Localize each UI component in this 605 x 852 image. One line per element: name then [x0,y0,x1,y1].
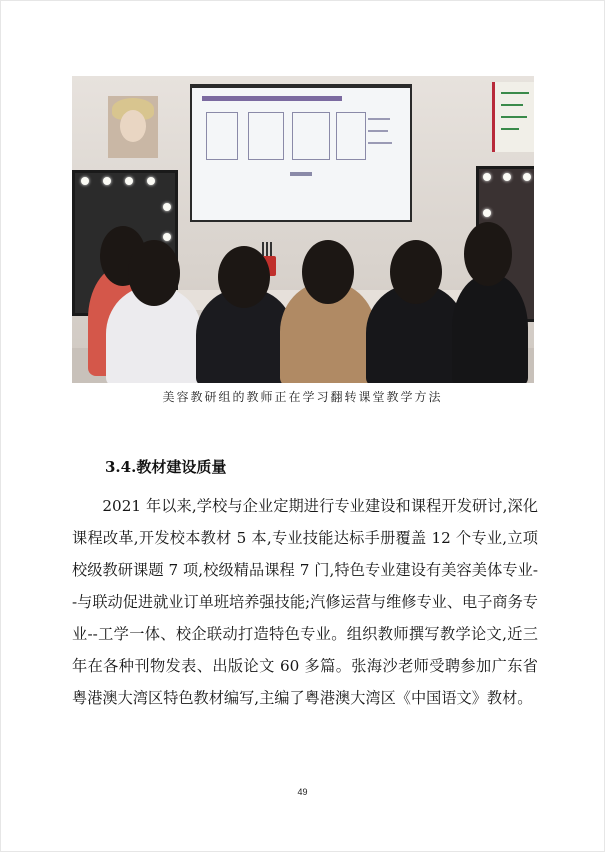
teacher-head [302,240,354,304]
slide-title-bar [202,96,342,101]
projector-screen [190,84,412,222]
poster-line [501,128,519,130]
teacher-head [128,240,180,306]
teacher-head [218,246,270,308]
mirror-bulb [483,209,491,217]
slide-box [248,112,284,160]
teacher-dark-top [452,274,528,383]
slide-line [368,118,390,120]
slide-caption [290,172,312,176]
section-heading: 3.4.教材建设质量 [105,458,227,476]
body-paragraph: 2021 年以来,学校与企业定期进行专业建设和课程开发研讨,深化课程改革,开发校本教材 5 本,专业技能达标手册覆盖 12 个专业,立项校级教研课题 7 项,校级精品课程 7 门,特色专业建设有美容美体专业--与联动促进就业订单班培养强技能;汽修运营与维修专业、电子商务专业--工学一体、校企联动打造特色专业。组织教师撰写教学论文,近三年在各种刊物发表、出版论文 60 多篇。张海沙老师受聘参加广东省粤港澳大湾区特色教材编写,主编了粤港澳大湾区《中国语文》教材。 [72,497,538,707]
poster-line [501,92,529,94]
mirror-bulb [163,233,171,241]
mirror-bulb [81,177,89,185]
mirror-bulb [523,173,531,181]
poster-face [120,110,146,142]
poster-line [501,116,527,118]
teacher-head [390,240,442,304]
classroom-photo [72,76,534,383]
slide-box [292,112,330,160]
wall-chart-poster [492,82,534,152]
mirror-bulb [163,203,171,211]
mirror-bulb [103,177,111,185]
hairstyle-poster [108,96,158,158]
slide-line [368,130,388,132]
slide-line [368,142,392,144]
page-number: 49 [297,787,308,797]
mirror-bulb [483,173,491,181]
mirror-bulb [503,173,511,181]
teacher-head [464,222,512,286]
slide-box [206,112,238,160]
poster-line [501,104,523,106]
slide-box [336,112,366,160]
figure-caption: 美容教研组的教师正在学习翻转课堂教学方法 [162,390,443,404]
mirror-bulb [125,177,133,185]
mirror-bulb [147,177,155,185]
